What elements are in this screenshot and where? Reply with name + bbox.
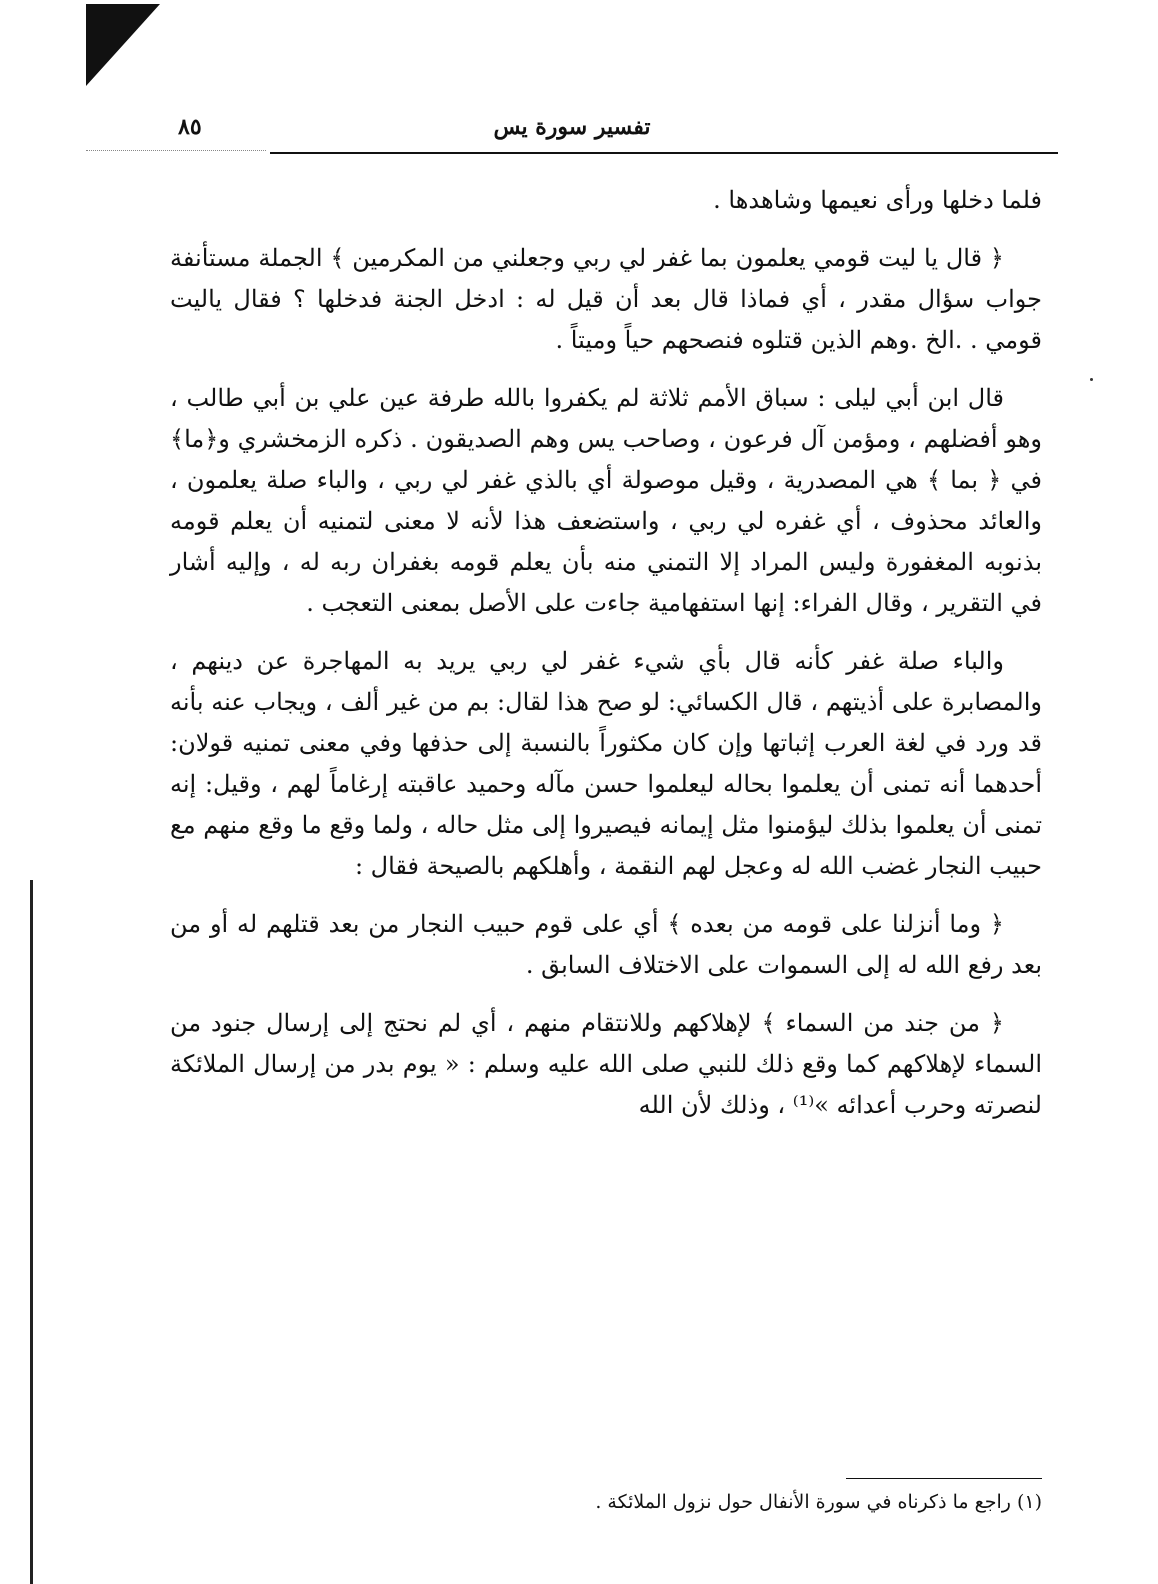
main-text xyxy=(170,180,1042,1126)
paragraph-4: والباء صلة غفر كأنه قال بأي شيء غفر لي ربي يريد به المهاجرة عن دينهم ، والمصابرة على أذيتهم ، قال الكسائي: لو صح هذا لقال: بم من غير ألف ، ويجاب عنه بأنه قد ورد في لغة العرب إثباتها وإن كان مكثوراً بالنسبة إلى حذفها وفي معنى تمنيه قولان: أحدهما أنه تمنى أن يعلموا بحاله ليعلموا حسن مآله وحميد عاقبته إرغاماً لهم ، وقيل: إنه تمنى أن يعلموا بذلك ليؤمنوا مثل إيمانه فيصيروا إلى مثل حاله ، ولما وقع ما وقع منهم مع حبيب النجار غضب الله له وعجل لهم النقمة ، وأهلكهم بالصيحة فقال : xyxy=(170,647,1043,880)
header-dotted-rule xyxy=(86,150,266,151)
paragraph-5: ﴿ وما أنزلنا على قومه من بعده ﴾ أي على قوم حبيب النجار من بعد قتلهم له أو من بعد رفع الله له إلى السموات على الاختلاف السابق . xyxy=(170,910,1042,979)
corner-scan-mark xyxy=(86,4,160,86)
header-rule xyxy=(270,152,1058,154)
paragraph-2: ﴿ قال يا ليت قومي يعلمون بما غفر لي ربي وجعلني من المكرمين ﴾ الجملة مستأنفة جواب سؤال مقدر ، أي فماذا قال بعد أن قيل له : ادخل الجنة فدخلها ؟ فقال ياليت قومي . .الخ .وهم الذين قتلوه فنصحهم حياً وميتاً . xyxy=(170,244,1042,354)
page-number: ٨٥ xyxy=(178,114,202,140)
paragraph-1: فلما دخلها ورأى نعيمها وشاهدها . xyxy=(713,186,1042,214)
running-title: تفسير سورة يس xyxy=(493,114,651,140)
footnote: (١) راجع ما ذكرناه في سورة الأنفال حول نزول الملائكة . xyxy=(595,1491,1042,1513)
paragraph-3: قال ابن أبي ليلى : سباق الأمم ثلاثة لم يكفروا بالله طرفة عين علي بن أبي طالب ، وهو أفضلهم ، ومؤمن آل فرعون ، وصاحب يس وهم الصديقون . ذكره الزمخشري و﴿ما﴾ في ﴿ بما ﴾ هي المصدرية ، وقيل موصولة أي بالذي غفر لي ربي ، والباء صلة يعلمون ، والعائد محذوف ، أي غفره لي ربي ، واستضعف هذا لأنه لا معنى لتمنيه أن يعلم قومه بذنوبه المغفورة وليس المراد إلا التمني منه بأن يعلم قومه بغفران ربه له ، وإليه أشار في التقرير ، وقال الفراء: إنها استفهامية جاءت على الأصل بمعنى التعجب . xyxy=(170,384,1042,617)
footnote-rule xyxy=(846,1478,1042,1479)
paragraph-6: ﴿ من جند من السماء ﴾ لإهلاكهم وللانتقام منهم ، أي لم نحتج إلى إرسال جنود من السماء لإهلاكهم كما وقع ذلك للنبي صلى الله عليه وسلم : « يوم بدر من إرسال الملائكة لنصرته وحرب أعدائه »⁽¹⁾ ، وذلك لأن الله xyxy=(170,1009,1042,1119)
scan-speck xyxy=(1090,378,1093,381)
scan-edge-line xyxy=(30,880,33,1584)
page-header xyxy=(86,112,1058,156)
